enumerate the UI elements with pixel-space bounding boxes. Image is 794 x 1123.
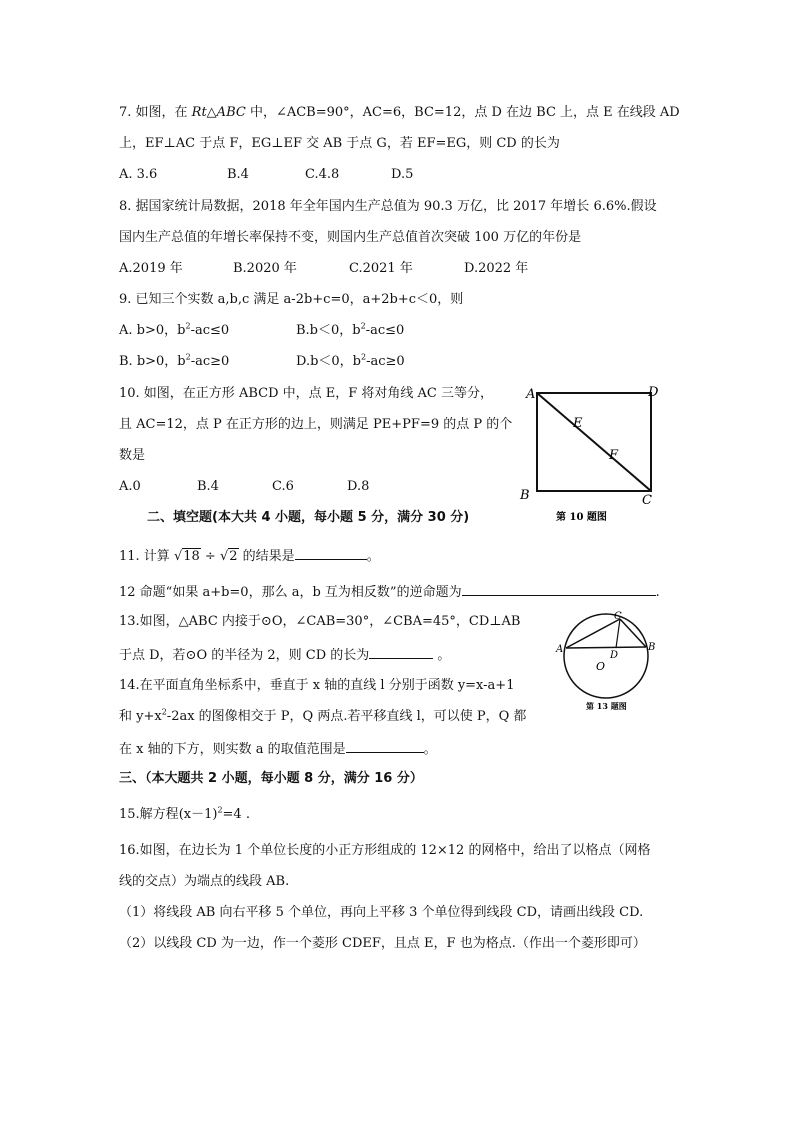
q13-altitude-cd xyxy=(616,619,620,648)
q13-answer-blank[interactable] xyxy=(369,646,433,659)
q13-circle-figure xyxy=(552,608,662,712)
q9-option-d-exponent: 2 xyxy=(361,352,367,362)
q10-option-c: C.6 xyxy=(272,479,294,494)
q9-option-a xyxy=(119,323,229,339)
q11-post: 的结果是 xyxy=(238,549,295,564)
q11-sqrt-2: √2 xyxy=(219,549,238,564)
q7-option-c: C.4.8 xyxy=(305,167,340,182)
q9-option-d-post: -ac≥0 xyxy=(366,354,405,369)
q11-line xyxy=(119,547,380,565)
q13-label-a: A xyxy=(556,644,564,655)
q9-option-c-pre: B. b>0，b xyxy=(119,354,186,369)
q12-answer-blank[interactable] xyxy=(462,583,656,596)
q10-option-d: D.8 xyxy=(347,479,370,494)
q10-option-a: A.0 xyxy=(119,479,141,494)
q13-line1: 13.如图，△ABC 内接于⊙O，∠CAB=30°，∠CBA=45°，CD⊥AB xyxy=(119,614,521,629)
q13-label-c: C xyxy=(614,611,622,622)
q7-line1-a: 7. 如图，在 xyxy=(119,105,192,120)
q10-line2: 且 AC=12，点 P 在正方形的边上，则满足 PE+PF=9 的点 P 的个 xyxy=(119,417,513,432)
q9-option-c-post: -ac≥0 xyxy=(190,354,230,369)
q7-line1-b: 中，∠ACB=90°，AC=6，BC=12，点 D 在边 BC 上，点 E 在线段 AD xyxy=(245,105,680,120)
q10-square-figure xyxy=(510,380,680,526)
q9-option-c-exponent: 2 xyxy=(185,352,191,362)
q15-exponent: 2 xyxy=(217,805,223,815)
q13-end: 。 xyxy=(433,648,451,663)
q7-option-d: D.5 xyxy=(391,167,414,182)
q9-option-b-pre: B.b＜0，b xyxy=(296,323,361,338)
q13-label-d: D xyxy=(610,650,619,661)
q10-line3: 数是 xyxy=(119,448,146,463)
q12-end: . xyxy=(655,585,660,600)
q15-equation: (x－1) xyxy=(178,807,218,822)
q11-divide: ÷ xyxy=(200,549,220,564)
q7-triangle-symbol: Rt△ABC xyxy=(191,105,246,120)
q10-label-b: B xyxy=(520,488,530,503)
q14-line2 xyxy=(119,709,526,725)
q15-pre: 15.解方程 xyxy=(119,807,179,822)
q10-label-d: D xyxy=(648,385,659,400)
q10-label-c: C xyxy=(642,493,652,508)
q11-radicand-2: 2 xyxy=(229,549,238,564)
q15-line xyxy=(119,807,250,823)
q13-label-o: O xyxy=(596,660,606,673)
q9-option-b-post: -ac≤0 xyxy=(365,323,405,338)
q13-chord-ab xyxy=(566,647,646,648)
q16-line4: （2）以线段 CD 为一边，作一个菱形 CDEF，且点 E，F 也为格点.（作出一个菱形即可） xyxy=(119,936,646,951)
q9-option-a-exponent: 2 xyxy=(185,321,191,331)
q9-option-d xyxy=(296,354,405,370)
q10-label-a: A xyxy=(526,387,536,402)
q10-label-e: E xyxy=(573,416,583,431)
q8-option-b: B.2020 年 xyxy=(233,261,297,276)
q7-line2: 上，EF⊥AC 于点 F，EG⊥EF 交 AB 于点 G，若 EF=EG，则 CD 的长为 xyxy=(119,136,560,151)
q10-line1: 10. 如图，在正方形 ABCD 中，点 E，F 将对角线 AC 三等分， xyxy=(119,386,493,401)
q14-end: 。 xyxy=(423,742,437,757)
section3-heading: 三、（本大题共 2 小题，每小题 8 分，满分 16 分） xyxy=(119,771,423,786)
q11-radicand-18: 18 xyxy=(183,549,200,564)
q7-line1 xyxy=(119,105,680,121)
q14-line2-pre: 和 y+x xyxy=(119,709,162,724)
q16-line2: 线的交点）为端点的线段 AB. xyxy=(119,874,290,889)
q9-option-a-post: -ac≤0 xyxy=(190,323,230,338)
q11-end: 。 xyxy=(366,549,380,564)
q13-label-b: B xyxy=(648,642,656,653)
q14-answer-blank[interactable] xyxy=(346,740,424,753)
q8-line2: 国内生产总值的年增长率保持不变，则国内生产总值首次突破 100 万亿的年份是 xyxy=(119,230,582,245)
q13-line2-text: 于点 D，若⊙O 的半径为 2，则 CD 的长为 xyxy=(119,648,370,663)
section2-heading: 二、填空题(本大共 4 小题，每小题 5 分，满分 30 分) xyxy=(147,510,470,525)
q11-pre: 11. 计算 xyxy=(119,549,174,564)
q9-option-a-pre: A. b>0，b xyxy=(119,323,186,338)
q15-post: =4 . xyxy=(222,807,250,822)
q14-exponent: 2 xyxy=(161,707,167,717)
q14-line3-text: 在 x 轴的下方，则实数 a 的取值范围是 xyxy=(119,742,346,757)
q8-option-c: C.2021 年 xyxy=(349,261,413,276)
q11-sqrt-18: √18 xyxy=(173,549,200,564)
q8-line1: 8. 据国家统计局数据，2018 年全年国内生产总值为 90.3 万亿，比 2017 年增长 6.6%.假设 xyxy=(119,199,657,214)
q10-label-f: F xyxy=(609,448,619,463)
q10-diagonal-ac xyxy=(537,393,651,491)
q14-line2-post: -2ax 的图像相交于 P，Q 两点.若平移直线 l，可以使 P，Q 都 xyxy=(166,709,527,724)
q9-option-c xyxy=(119,354,229,370)
q12-line xyxy=(119,583,660,601)
q13-figure-caption: 第 13 题图 xyxy=(586,701,627,711)
q10-figure-caption: 第 10 题图 xyxy=(556,512,607,523)
q9-option-b xyxy=(296,323,404,339)
q9-option-d-pre: D.b＜0，b xyxy=(296,354,362,369)
q14-line1: 14.在平面直角坐标系中，垂直于 x 轴的直线 l 分别于函数 y=x-a+1 xyxy=(119,678,515,693)
q8-option-a: A.2019 年 xyxy=(119,261,183,276)
q16-line3: （1）将线段 AB 向右平移 5 个单位，再向上平移 3 个单位得到线段 CD，请画出线段 CD. xyxy=(119,905,644,920)
q11-answer-blank[interactable] xyxy=(295,547,367,560)
q9-option-b-exponent: 2 xyxy=(360,321,366,331)
q13-side-ac xyxy=(566,619,620,648)
q13-line2 xyxy=(119,646,450,664)
q16-line1: 16.如图，在边长为 1 个单位长度的小正方形组成的 12×12 的网格中，给出了以格点（网格 xyxy=(119,843,651,858)
q12-text: 12 命题“如果 a+b=0，那么 a，b 互为相反数”的逆命题为 xyxy=(119,585,462,600)
q9-line1: 9. 已知三个实数 a,b,c 满足 a-2b+c=0，a+2b+c＜0，则 xyxy=(119,292,464,307)
q14-line3 xyxy=(119,740,437,758)
q7-option-b: B.4 xyxy=(227,167,249,182)
q10-option-b: B.4 xyxy=(197,479,219,494)
q7-option-a: A. 3.6 xyxy=(119,167,158,182)
q8-option-d: D.2022 年 xyxy=(464,261,529,276)
